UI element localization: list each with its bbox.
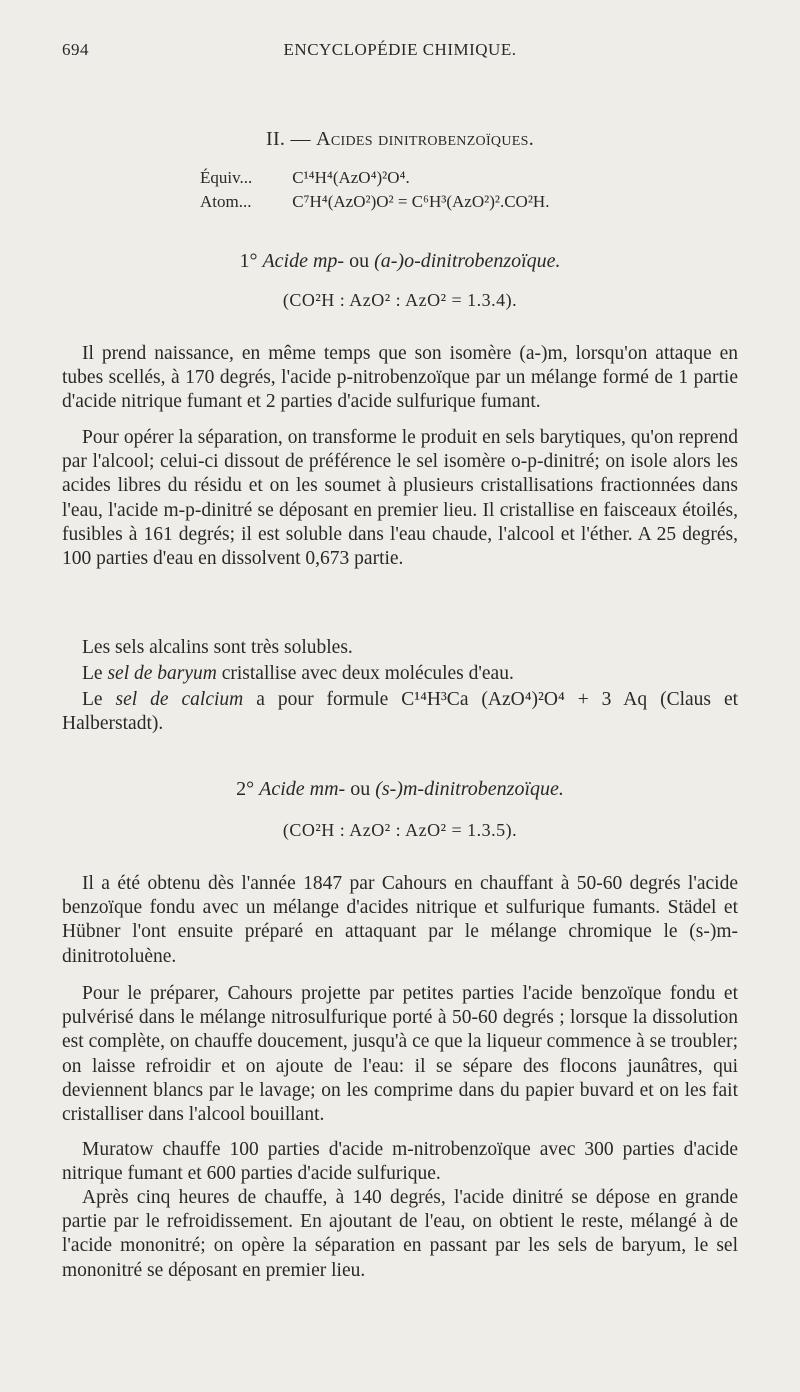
acid1-paragraph-1: Il prend naissance, en même temps que son isomère (a-)m, lorsqu'on attaque en tubes scellés, à 170 degrés, l'acide p-nitrobenzoïque par un mélange formé de 1 partie d'acide nitrique fumant et 2 parties d'acide sulfurique fumant. bbox=[62, 343, 738, 413]
section-dash: — bbox=[290, 128, 311, 150]
acid2-or: ou bbox=[350, 778, 371, 800]
acid2-name: Acide mm- bbox=[259, 778, 346, 800]
formula-block bbox=[200, 166, 549, 214]
acid1-paragraph-2: Pour opérer la séparation, on transforme le produit en sels barytiques, qu'on reprend par l'alcool; celui-ci dissout de préférence le sel isomère o-p-dinitré; on isole alors les acides libres du résidu et on les soumet à plusieurs cristallisations fractionnées dans l'eau, l'acide m-p-dinitré se déposant en premier lieu. Il cristallise en faisceaux étoilés, fusibles à 161 degrés; il est soluble dans l'eau chaude, l'alcool et l'éther. A 25 degrés, 100 parties d'eau en dissolvent 0,673 partie. bbox=[62, 427, 738, 570]
acid1-or: ou bbox=[349, 250, 370, 272]
acid2-number: 2° bbox=[236, 778, 255, 800]
salts-line-2-pre: Le bbox=[82, 663, 103, 684]
equiv-formula-row bbox=[200, 166, 549, 190]
equiv-value: C¹⁴H⁴(AzO⁴)²O⁴. bbox=[292, 168, 410, 187]
salts-line-2 bbox=[62, 662, 738, 686]
salts-line-3-pre: Le bbox=[82, 689, 103, 710]
acid2-formula: (CO²H : AzO² : AzO² = 1.3.5). bbox=[282, 820, 518, 840]
section-title: Acides dinitrobenzoïques. bbox=[316, 128, 534, 150]
salts-line-1: Les sels alcalins sont très solubles. bbox=[82, 637, 353, 658]
acid1-number: 1° bbox=[239, 250, 258, 272]
salts-line-2-post: cristallise avec deux molécules d'eau. bbox=[221, 663, 514, 684]
acid2-paragraph-4: Après cinq heures de chauffe, à 140 degrés, l'acide dinitré se dépose en grande partie par le refroidissement. En ajoutant de l'eau, on obtient le reste, mélangé à de l'acide mononitré; on opère la séparation en passant par les sels de baryum, le sel mononitré se déposant en premier lieu. bbox=[62, 1187, 738, 1281]
acid2-paragraph-2: Pour le préparer, Cahours projette par petites parties l'acide benzoïque fondu et pulvérisé dans le mélange nitrosulfurique porté à 50-60 degrés ; lorsque la dissolution est complète, on chauffe doucement, jusqu'à ce que la liqueur commence à se troubler; on laisse refroidir et on ajoute de l'eau: il se sépare des flocons jaunâtres, qui deviennent blancs par le lavage; on les comprime dans du papier buvard et on les fait cristalliser dans l'alcool bouillant. bbox=[62, 983, 738, 1126]
acid2-paragraph-3: Muratow chauffe 100 parties d'acide m-nitrobenzoïque avec 300 parties d'acide nitrique fumant et 600 parties d'acide sulfurique. bbox=[62, 1139, 738, 1185]
acid2-alt-name: (s-)m-dinitrobenzoïque. bbox=[375, 778, 564, 800]
atom-formula-row bbox=[200, 190, 549, 214]
salts-line-3-post: a pour formule C¹⁴H³Ca (AzO⁴)²O⁴ + 3 Aq (Claus et Halberstadt). bbox=[62, 689, 739, 735]
running-title: ENCYCLOPÉDIE CHIMIQUE. bbox=[283, 40, 517, 59]
calcium-salt-term: sel de calcium bbox=[115, 689, 244, 710]
acid2-heading bbox=[0, 778, 800, 801]
page-number: 694 bbox=[62, 40, 89, 59]
section-roman: II. bbox=[266, 128, 286, 150]
acid2-paragraph-1: Il a été obtenu dès l'année 1847 par Cahours en chauffant à 50-60 degrés l'acide benzoïque fondu avec un mélange d'acides nitrique et sulfurique fumants. Städel et Hübner l'ont ensuite préparé en attaquant par le mélange chromique le (s-)m-dinitrotoluène. bbox=[62, 873, 738, 967]
acid1-name: Acide mp- bbox=[262, 250, 345, 272]
acid1-formula: (CO²H : AzO² : AzO² = 1.3.4). bbox=[282, 290, 518, 310]
salts-line-3 bbox=[62, 688, 738, 736]
atom-value: C⁷H⁴(AzO²)O² = C⁶H³(AzO²)².CO²H. bbox=[292, 192, 550, 211]
acid1-heading bbox=[0, 250, 800, 273]
atom-label: Atom... bbox=[200, 192, 252, 211]
barium-salt-term: sel de baryum bbox=[107, 663, 217, 684]
acid1-alt-name: (a-)o-dinitrobenzoïque. bbox=[374, 250, 561, 272]
equiv-label: Équiv... bbox=[200, 168, 253, 187]
section-heading bbox=[0, 128, 800, 151]
page-header bbox=[62, 40, 738, 64]
